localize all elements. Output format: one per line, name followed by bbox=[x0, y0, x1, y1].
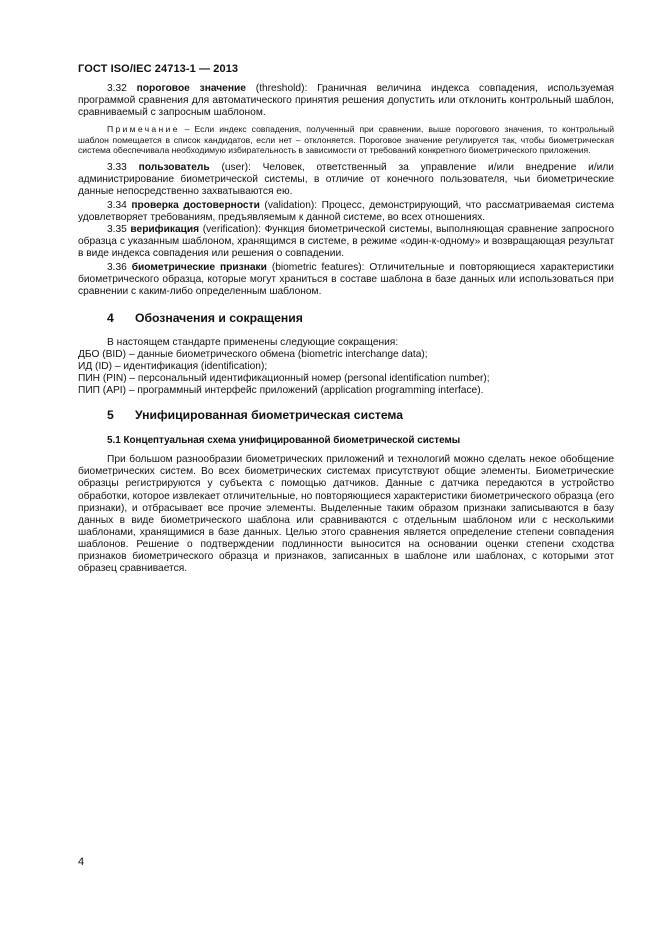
abbreviation-item: ИД (ID) – идентификация (identification); bbox=[78, 360, 268, 372]
term-definition: (user): Человек, ответственный за управление и/или внедрение и/или администрирование биометрической системы, в отличие от конечного пользователя, чьи биометрические данные непосредственно захватываются ею. bbox=[78, 161, 614, 197]
term-3-34 bbox=[78, 200, 614, 224]
section-4-heading bbox=[78, 312, 614, 324]
page-content bbox=[78, 83, 614, 575]
section-number: 4 bbox=[107, 310, 114, 325]
term-3-36 bbox=[78, 262, 614, 298]
term-3-35 bbox=[78, 224, 614, 260]
term-name: пороговое значение bbox=[136, 83, 246, 94]
subsection-5-1-body: При большом разнообразии биометрических приложений и технологий можно сделать некое обобщение биометрических систем. Во всех биометрических системах присутствуют общие элементы. Биометрические образцы регистрируются у субъекта с помощью датчиков. Данные с датчика передаются в устройство обработки, которое извлекает отличительные, но повторяющиеся характеристики биометрического образца (его признаки), и отбрасывает все прочие элементы. Выделенные таким образом признаки записываются в базу данных в виде биометрического шаблона или сравниваются с отдельным шаблоном или с несколькими шаблонами, хранящимися в базе данных. Целью этого сравнения является определение степени совпадения шаблонов. Решение о подтверждении подлинности выносится на основании оценки степени сходства признаков биометрического образца и признаков, записанных в шаблоне или шаблонах, с которыми этот образец сравнивается. bbox=[78, 454, 614, 575]
term-definition: (threshold): Граничная величина индекса совпадения, используемая программой сравнения для автоматического принятия решения допустить или отклонить контрольный шаблон, сравниваемый с запросным шаблоном. bbox=[78, 83, 614, 119]
page-number: 4 bbox=[78, 856, 85, 868]
abbreviations-list bbox=[78, 337, 614, 397]
term-definition: (biometric features): Отличительные и повторяющиеся характеристики биометрического образца, которые могут храниться в составе шаблона в базе данных или использоваться при сравнении с каким-либо определенным шаблоном. bbox=[78, 262, 614, 298]
section-number: 5 bbox=[107, 408, 114, 423]
section-title: Обозначения и сокращения bbox=[135, 310, 303, 325]
term-number: 3.34 bbox=[107, 199, 127, 211]
term-number: 3.35 bbox=[107, 223, 127, 235]
abbreviation-item: ДБО (BID) – данные биометрического обмена (biometric interchange data); bbox=[78, 348, 428, 360]
note-body: – Если индекс совпадения, полученный при сравнении, выше порогового значения, то контрольный шаблон помещается в список кандидатов, если нет – отклоняется. Пороговое значение регулируется так, чтобы биометрическая система обеспечивала необходимую избирательность в зависимости от требований конкретного биометрического приложения. bbox=[78, 124, 614, 156]
section-5-heading bbox=[78, 409, 614, 421]
term-name: пользователь bbox=[138, 161, 210, 173]
abbreviation-item: ПИН (PIN) – персональный идентификационный номер (personal identification number); bbox=[78, 372, 490, 384]
term-name: биометрические признаки bbox=[131, 262, 267, 274]
note-label: Примечание bbox=[107, 124, 180, 135]
term-number: 3.33 bbox=[107, 161, 127, 173]
document-code-header: ГОСТ ISO/IEC 24713-1 — 2013 bbox=[78, 63, 239, 75]
subsection-5-1-heading: 5.1 Концептуальная схема унифицированной биометрической системы bbox=[107, 435, 461, 447]
abbreviation-item: ПИП (API) – программный интерфейс приложений (application programming interface). bbox=[78, 385, 484, 396]
term-name: верификация bbox=[130, 223, 200, 235]
term-number: 3.36 bbox=[107, 262, 127, 274]
term-number: 3.32 bbox=[107, 83, 127, 94]
term-name: проверка достоверности bbox=[131, 199, 260, 211]
term-3-33 bbox=[78, 162, 614, 198]
abbreviations-intro: В настоящем стандарте применены следующие сокращения: bbox=[107, 336, 399, 348]
term-definition: (verification): Функция биометрической системы, выполняющая сравнение запросного образца с указанным шаблоном, хранящимся в системе, в режиме «один-к-одному» и возвращающая результат в виде индекса совпадения или решения о совпадении. bbox=[78, 223, 614, 260]
section-title: Унифицированная биометрическая система bbox=[135, 408, 404, 423]
term-definition: (validation): Процесс, демонстрирующий, что рассматриваемая система удовлетворяет требованиям, предъявляемым к данной системе, во всех отношениях. bbox=[78, 199, 614, 223]
term-3-32 bbox=[78, 83, 614, 119]
note-paragraph bbox=[78, 124, 614, 155]
